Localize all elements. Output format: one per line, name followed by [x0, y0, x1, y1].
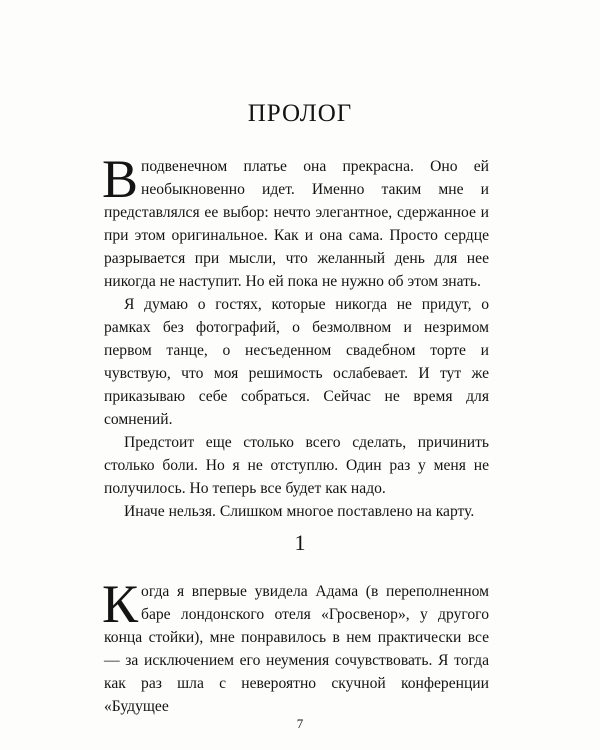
chapter-text — [102, 574, 489, 718]
prologue-paragraph-1-text: подвенечном платье она прекрасна. Оно ей необыкновенно идет. Именно таким мне и представлялся ее выбор: нечто элегантное, сдержанное и при этом оригинальное. Как и она сама. Просто сердце разрывается при мысли, что желанный день для нее никогда не наступит. Но ей пока не нужно об этом знать. — [104, 158, 489, 290]
prologue-paragraph-4: Иначе нельзя. Слишком многое поставлено на карту. — [124, 503, 475, 520]
chapter-paragraph-1-text: огда я впервые увидела Адама (в переполненном баре лондонского отеля «Гросвенор», у другого конца стойки), мне понравилось в нем практически все — за исключением его неумения сочувствовать. Я тогда как раз шла с невероятно скучной конференции «Будущее — [104, 583, 489, 715]
page-number: 7 — [296, 716, 304, 731]
prologue-paragraph-2: Я думаю о гостях, которые никогда не придут, о рамках без фотографий, о безмолвном и незримом первом танце, о несъеденном свадебном торте и чувствую, что моя решимость ослабевает. И тут же приказываю себе собраться. Сейчас не время для сомнений. — [104, 296, 489, 428]
chapter-paragraph-1 — [102, 574, 489, 718]
prologue-text — [102, 149, 489, 523]
prologue-dropcap: В — [102, 149, 139, 209]
prologue-title: ПРОЛОГ — [247, 100, 353, 127]
prologue-paragraph-1 — [102, 149, 489, 293]
chapter-dropcap: К — [102, 574, 139, 634]
chapter-number: 1 — [294, 530, 306, 555]
prologue-paragraph-3: Предстоит еще столько всего сделать, причинить столько боли. Но я не отступлю. Один раз у меня не получилось. Но теперь все будет как надо. — [104, 434, 489, 497]
